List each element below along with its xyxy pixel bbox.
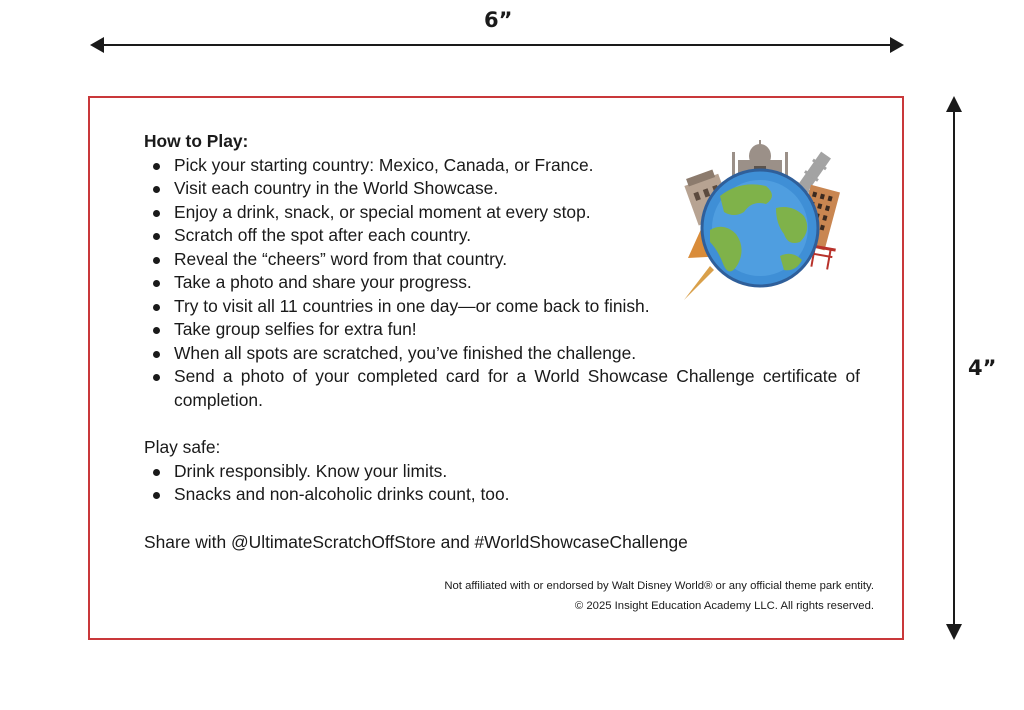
list-item: Scratch off the spot after each country. <box>144 224 860 248</box>
list-item: Take group selfies for extra fun! <box>144 318 860 342</box>
play-safe-list <box>144 460 860 507</box>
height-dimension-label: 4” <box>968 356 997 380</box>
bullet-icon <box>153 233 160 240</box>
list-item: Reveal the “cheers” word from that country. <box>144 248 860 272</box>
bullet-icon <box>153 469 160 476</box>
width-dimension-label: 6” <box>484 8 513 32</box>
copyright-text: © 2025 Insight Education Academy LLC. All rights reserved. <box>574 600 874 612</box>
play-safe-heading: Play safe: <box>144 437 221 457</box>
bullet-icon <box>153 257 160 264</box>
bullet-icon <box>153 374 160 381</box>
card-footer <box>444 576 874 616</box>
height-dimension-arrow-icon <box>945 96 963 640</box>
list-item: Take a photo and share your progress. <box>144 271 860 295</box>
bullet-icon <box>153 210 160 217</box>
how-to-play-heading: How to Play: <box>144 131 249 151</box>
disclaimer-text: Not affiliated with or endorsed by Walt Disney World® or any official theme park entity. <box>444 580 874 592</box>
list-item: Drink responsibly. Know your limits. <box>144 460 860 484</box>
share-line: Share with @UltimateScratchOffStore and #WorldShowcaseChallenge <box>144 531 688 552</box>
width-dimension-arrow-icon <box>90 36 904 54</box>
bullet-icon <box>153 304 160 311</box>
list-item: Visit each country in the World Showcase. <box>144 177 860 201</box>
instruction-card <box>88 96 904 640</box>
list-item: Snacks and non-alcoholic drinks count, too. <box>144 483 860 507</box>
list-item: Enjoy a drink, snack, or special moment at every stop. <box>144 201 860 225</box>
list-item: Send a photo of your completed card for a World Showcase Challenge certificate of completion. <box>144 365 860 412</box>
list-item: Try to visit all 11 countries in one day—or come back to finish. <box>144 295 860 319</box>
bullet-icon <box>153 163 160 170</box>
bullet-icon <box>153 280 160 287</box>
bullet-icon <box>153 351 160 358</box>
list-item: Pick your starting country: Mexico, Canada, or France. <box>144 154 860 178</box>
bullet-icon <box>153 492 160 499</box>
list-item: When all spots are scratched, you’ve finished the challenge. <box>144 342 860 366</box>
bullet-icon <box>153 186 160 193</box>
bullet-icon <box>153 327 160 334</box>
card-content <box>144 130 860 554</box>
how-to-play-list <box>144 154 860 413</box>
